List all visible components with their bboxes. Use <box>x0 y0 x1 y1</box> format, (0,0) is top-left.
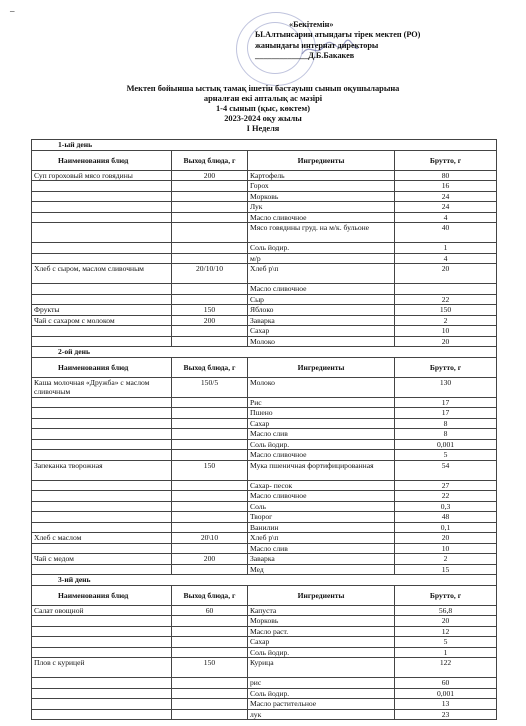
ingredient-cell: Масло сливочное <box>248 212 395 223</box>
title-line: арналған екі апталық ас мәзірі <box>203 93 323 103</box>
output-cell <box>172 626 248 637</box>
dish-cell <box>32 439 172 450</box>
column-header-output: Выход блюда, г <box>172 357 248 377</box>
output-cell <box>172 450 248 461</box>
dish-cell <box>32 181 172 192</box>
dish-cell <box>32 450 172 461</box>
approval-line: жанындағы интернат директоры <box>255 40 379 50</box>
ingredient-cell: Заварка <box>248 554 395 565</box>
dish-cell <box>32 223 172 243</box>
day-header-row <box>32 575 497 586</box>
table-row <box>32 605 497 616</box>
dish-cell: Хлеб с сыром, маслом сливочным <box>32 264 172 284</box>
table-row <box>32 688 497 699</box>
brutto-cell: 0,001 <box>395 439 497 450</box>
table-row <box>32 522 497 533</box>
dish-cell <box>32 501 172 512</box>
output-cell <box>172 284 248 295</box>
dish-cell <box>32 243 172 254</box>
dish-cell <box>32 397 172 408</box>
table-row <box>32 460 497 480</box>
day-label: 3-ий день <box>32 575 497 586</box>
ingredient-cell: Пшено <box>248 408 395 419</box>
table-row <box>32 564 497 575</box>
dish-cell <box>32 637 172 648</box>
approval-line: _____________Д.Б.Бакакев <box>255 50 355 60</box>
output-cell <box>172 543 248 554</box>
dish-cell <box>32 294 172 305</box>
day-label: 1-ый день <box>32 140 497 151</box>
table-row <box>32 480 497 491</box>
table-row <box>32 202 497 213</box>
ingredient-cell: Соль йодир. <box>248 688 395 699</box>
dish-cell <box>32 688 172 699</box>
brutto-cell: 20 <box>395 336 497 347</box>
table-row <box>32 678 497 689</box>
title-line: 1-4 сынып (қыс, көктем) <box>215 103 311 113</box>
column-header-ingredients: Ингредиенты <box>248 585 395 605</box>
ingredient-cell: Мясо говядины груд. на м/к. бульоне <box>248 223 395 243</box>
ingredient-cell: Курица <box>248 658 395 678</box>
column-header-output: Выход блюда, г <box>172 150 248 170</box>
dish-cell <box>32 253 172 264</box>
table-row <box>32 377 497 397</box>
dish-cell: Чай с сахаром с молоком <box>32 315 172 326</box>
output-cell <box>172 191 248 202</box>
ingredient-cell: Мед <box>248 564 395 575</box>
output-cell <box>172 326 248 337</box>
brutto-cell: 2 <box>395 315 497 326</box>
table-row <box>32 326 497 337</box>
table-row <box>32 284 497 295</box>
output-cell <box>172 709 248 720</box>
ingredient-cell: Картофель <box>248 170 395 181</box>
ingredient-cell: Хлеб р\п <box>248 533 395 544</box>
dish-cell <box>32 480 172 491</box>
brutto-cell: 24 <box>395 191 497 202</box>
table-row <box>32 243 497 254</box>
output-cell: 150/5 <box>172 377 248 397</box>
ingredient-cell: Творог <box>248 512 395 523</box>
table-row <box>32 616 497 627</box>
ingredient-cell: рис <box>248 678 395 689</box>
ingredient-cell: Яблоко <box>248 305 395 316</box>
approval-line: «Бекітемін» <box>289 20 334 29</box>
output-cell <box>172 294 248 305</box>
dish-cell: Плов с курицей <box>32 658 172 678</box>
column-header-output: Выход блюда, г <box>172 585 248 605</box>
column-header-dish: Наименования блюд <box>32 150 172 170</box>
ingredient-cell: Соль йодир. <box>248 243 395 254</box>
brutto-cell: 5 <box>395 637 497 648</box>
brutto-cell: 54 <box>395 460 497 480</box>
brutto-cell: 56,8 <box>395 605 497 616</box>
table-row <box>32 626 497 637</box>
ingredient-cell: Масло раст. <box>248 626 395 637</box>
ingredient-cell: Морковь <box>248 191 395 202</box>
brutto-cell: 20 <box>395 264 497 284</box>
dish-cell <box>32 626 172 637</box>
output-cell: 200 <box>172 315 248 326</box>
dish-cell <box>32 191 172 202</box>
table-row <box>32 336 497 347</box>
output-cell <box>172 418 248 429</box>
table-row <box>32 212 497 223</box>
day-header-row <box>32 140 497 151</box>
dish-cell <box>32 418 172 429</box>
brutto-cell: 10 <box>395 543 497 554</box>
dish-cell: Запеканка творожная <box>32 460 172 480</box>
ingredient-cell: Масло сливочное <box>248 284 395 295</box>
brutto-cell: 13 <box>395 699 497 710</box>
brutto-cell: 4 <box>395 253 497 264</box>
title-line: 2023-2024 оқу жылы <box>224 113 302 123</box>
output-cell <box>172 212 248 223</box>
dish-cell: Фрукты <box>32 305 172 316</box>
brutto-cell: 0,1 <box>395 522 497 533</box>
output-cell <box>172 522 248 533</box>
ingredient-cell: Мука пшеничная фортифицированная <box>248 460 395 480</box>
table-row <box>32 709 497 720</box>
brutto-cell <box>395 284 497 295</box>
ingredient-cell: Соль <box>248 501 395 512</box>
output-cell <box>172 253 248 264</box>
brutto-cell: 8 <box>395 429 497 440</box>
brutto-cell: 12 <box>395 626 497 637</box>
document-titles <box>20 84 506 134</box>
dish-cell <box>32 202 172 213</box>
brutto-cell: 0,001 <box>395 688 497 699</box>
dish-cell <box>32 564 172 575</box>
table-row <box>32 491 497 502</box>
brutto-cell: 122 <box>395 658 497 678</box>
table-row <box>32 439 497 450</box>
brutto-cell: 150 <box>395 305 497 316</box>
column-header-brutto: Брутто, г <box>395 357 497 377</box>
output-cell <box>172 678 248 689</box>
table-row <box>32 429 497 440</box>
ingredient-cell: Масло сливочное <box>248 450 395 461</box>
dish-cell <box>32 212 172 223</box>
brutto-cell: 1 <box>395 243 497 254</box>
approval-block <box>255 20 445 61</box>
ingredient-cell: Молоко <box>248 377 395 397</box>
dish-cell <box>32 284 172 295</box>
table-row <box>32 181 497 192</box>
output-cell <box>172 408 248 419</box>
ingredient-cell: Масло растительное <box>248 699 395 710</box>
output-cell: 20/10/10 <box>172 264 248 284</box>
ingredient-cell: Соль йодир. <box>248 439 395 450</box>
brutto-cell: 8 <box>395 418 497 429</box>
column-header-row <box>32 357 497 377</box>
table-row <box>32 294 497 305</box>
table-row <box>32 658 497 678</box>
brutto-cell: 2 <box>395 554 497 565</box>
ingredient-cell: Масло слив <box>248 429 395 440</box>
column-header-ingredients: Ингредиенты <box>248 150 395 170</box>
column-header-dish: Наименования блюд <box>32 357 172 377</box>
brutto-cell: 0,3 <box>395 501 497 512</box>
ingredient-cell: Масло сливочное <box>248 491 395 502</box>
brutto-cell: 22 <box>395 294 497 305</box>
brutto-cell: 5 <box>395 450 497 461</box>
ingredient-cell: Молоко <box>248 336 395 347</box>
dish-cell <box>32 326 172 337</box>
dish-cell: Хлеб с маслом <box>32 533 172 544</box>
output-cell <box>172 202 248 213</box>
dish-cell <box>32 709 172 720</box>
output-cell <box>172 637 248 648</box>
dish-cell <box>32 336 172 347</box>
output-cell <box>172 647 248 658</box>
table-row <box>32 647 497 658</box>
day-header-row <box>32 347 497 358</box>
brutto-cell: 24 <box>395 202 497 213</box>
brutto-cell: 20 <box>395 616 497 627</box>
table-row <box>32 397 497 408</box>
output-cell: 150 <box>172 658 248 678</box>
output-cell: 200 <box>172 170 248 181</box>
approval-line: Ы.Алтынсарин атындағы тірек мектеп (РО) <box>255 30 421 40</box>
ingredient-cell: Сахар <box>248 326 395 337</box>
corner-mark: – <box>10 6 15 16</box>
dish-cell <box>32 616 172 627</box>
dish-cell <box>32 429 172 440</box>
dish-cell <box>32 491 172 502</box>
brutto-cell: 10 <box>395 326 497 337</box>
brutto-cell: 17 <box>395 397 497 408</box>
table-row <box>32 533 497 544</box>
dish-cell: Чай с медом <box>32 554 172 565</box>
ingredient-cell: Капуста <box>248 605 395 616</box>
table-row <box>32 191 497 202</box>
output-cell <box>172 699 248 710</box>
output-cell <box>172 564 248 575</box>
dish-cell <box>32 522 172 533</box>
brutto-cell: 130 <box>395 377 497 397</box>
table-row <box>32 637 497 648</box>
output-cell: 60 <box>172 605 248 616</box>
table-row <box>32 253 497 264</box>
ingredient-cell: Рис <box>248 397 395 408</box>
brutto-cell: 27 <box>395 480 497 491</box>
output-cell <box>172 397 248 408</box>
table-row <box>32 450 497 461</box>
ingredient-cell: м/р <box>248 253 395 264</box>
table-row <box>32 305 497 316</box>
dish-cell: Суп гороховый мясо говядины <box>32 170 172 181</box>
output-cell <box>172 491 248 502</box>
table-row <box>32 554 497 565</box>
brutto-cell: 1 <box>395 647 497 658</box>
ingredient-cell: лук <box>248 709 395 720</box>
table-row <box>32 264 497 284</box>
dish-cell <box>32 408 172 419</box>
table-row <box>32 512 497 523</box>
ingredient-cell: Масло слив <box>248 543 395 554</box>
output-cell <box>172 512 248 523</box>
ingredient-cell: Заварка <box>248 315 395 326</box>
ingredient-cell: Соль йодир. <box>248 647 395 658</box>
brutto-cell: 4 <box>395 212 497 223</box>
dish-cell <box>32 512 172 523</box>
column-header-ingredients: Ингредиенты <box>248 357 395 377</box>
brutto-cell: 40 <box>395 223 497 243</box>
column-header-row <box>32 150 497 170</box>
brutto-cell: 15 <box>395 564 497 575</box>
ingredient-cell: Сахар- песок <box>248 480 395 491</box>
brutto-cell: 48 <box>395 512 497 523</box>
output-cell <box>172 336 248 347</box>
ingredient-cell: Сахар <box>248 637 395 648</box>
brutto-cell: 16 <box>395 181 497 192</box>
dish-cell: Каша молочная «Дружба» с маслом сливочным <box>32 377 172 397</box>
column-header-brutto: Брутто, г <box>395 585 497 605</box>
dish-cell <box>32 647 172 658</box>
menu-table <box>31 139 497 720</box>
dish-cell <box>32 699 172 710</box>
table-row <box>32 408 497 419</box>
output-cell <box>172 688 248 699</box>
table-row <box>32 699 497 710</box>
title-line: Мектеп бойынша ыстық тамақ ішетін бастауыш сынып оқушыларына <box>126 84 400 93</box>
brutto-cell: 23 <box>395 709 497 720</box>
output-cell: 200 <box>172 554 248 565</box>
dish-cell <box>32 543 172 554</box>
ingredient-cell: Хлеб р\п <box>248 264 395 284</box>
column-header-brutto: Брутто, г <box>395 150 497 170</box>
menu-table-body <box>32 140 497 720</box>
brutto-cell: 22 <box>395 491 497 502</box>
column-header-row <box>32 585 497 605</box>
output-cell <box>172 501 248 512</box>
brutto-cell: 60 <box>395 678 497 689</box>
table-row <box>32 501 497 512</box>
ingredient-cell: Горох <box>248 181 395 192</box>
output-cell <box>172 480 248 491</box>
brutto-cell: 20 <box>395 533 497 544</box>
output-cell <box>172 439 248 450</box>
output-cell <box>172 223 248 243</box>
table-row <box>32 315 497 326</box>
ingredient-cell: Лук <box>248 202 395 213</box>
week-label: I Неделя <box>246 123 280 133</box>
ingredient-cell: Сыр <box>248 294 395 305</box>
dish-cell <box>32 678 172 689</box>
ingredient-cell: Ванилин <box>248 522 395 533</box>
output-cell: 150 <box>172 305 248 316</box>
output-cell: 150 <box>172 460 248 480</box>
output-cell: 20\10 <box>172 533 248 544</box>
brutto-cell: 80 <box>395 170 497 181</box>
table-row <box>32 170 497 181</box>
table-row <box>32 418 497 429</box>
day-label: 2-ой день <box>32 347 497 358</box>
column-header-dish: Наименования блюд <box>32 585 172 605</box>
output-cell <box>172 181 248 192</box>
ingredient-cell: Морковь <box>248 616 395 627</box>
ingredient-cell: Сахар <box>248 418 395 429</box>
dish-cell: Салат овощной <box>32 605 172 616</box>
output-cell <box>172 243 248 254</box>
table-row <box>32 543 497 554</box>
table-row <box>32 223 497 243</box>
output-cell <box>172 429 248 440</box>
brutto-cell: 17 <box>395 408 497 419</box>
output-cell <box>172 616 248 627</box>
